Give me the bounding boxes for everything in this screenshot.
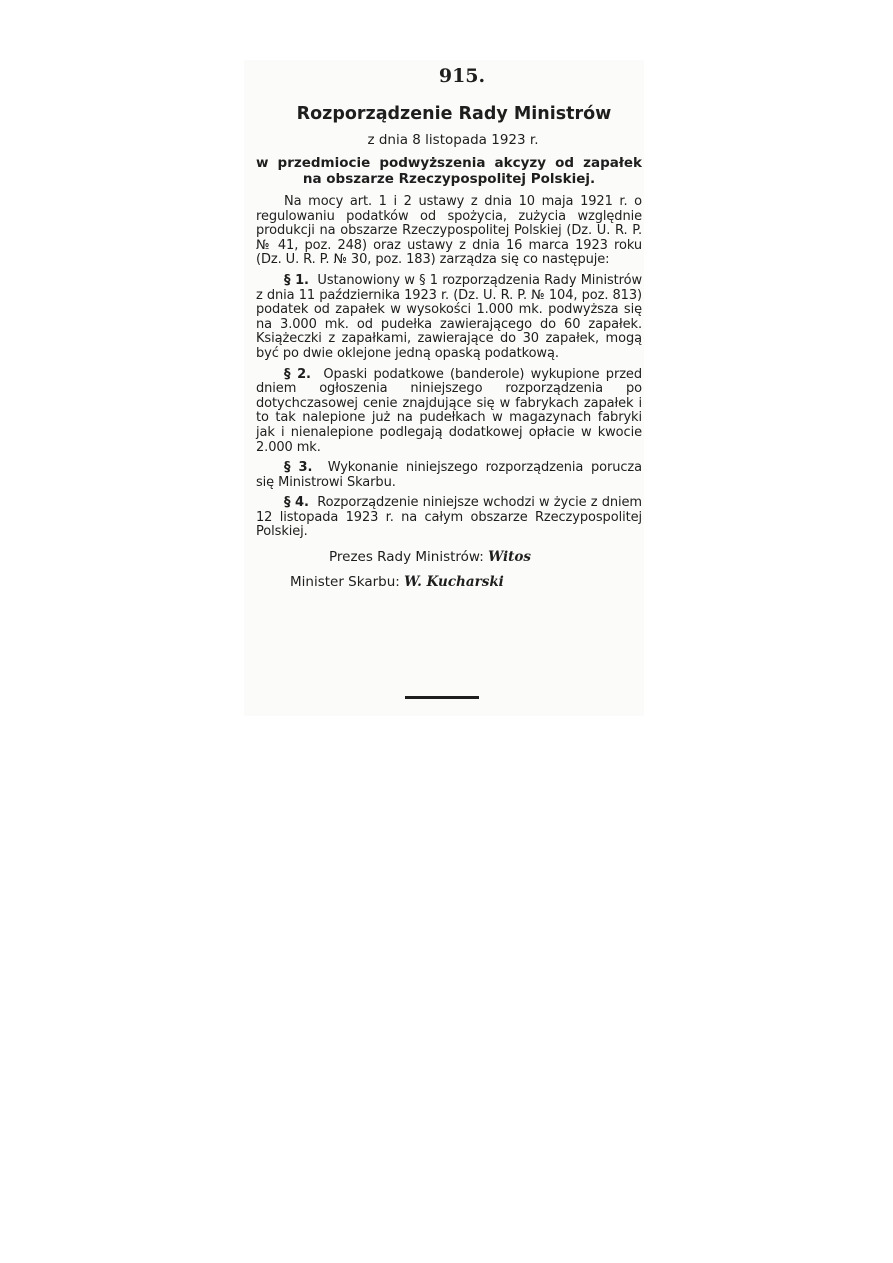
section-1-label: § 1. (284, 272, 309, 288)
preamble: Na mocy art. 1 i 2 ustawy z dnia 10 maja 1921 r. o regulowaniu podatków od spożycia, zużycia względnie produkcji na obszarze Rzeczypospolitej Polskiej (Dz. U. R. P. № 41, poz. 248) oraz ustawy z dnia 16 marca 1923 roku (Dz. U. R. P. № 30, poz. 183) zarządza się co następuje: (256, 194, 642, 268)
section-2-text: Opaski podatkowe (banderole) wykupione przed dniem ogłoszenia niniejszego rozporządzenia po dotychczasowej cenie znajdujące się w fabrykach zapałek i to tak nalepione już na pudełkach w magazynach fabryki jak i nienalepione podlegają dodatkowej opłacie w kwocie 2.000 mk. (256, 366, 642, 455)
closing-rule (405, 696, 479, 699)
signature-treasury-minister-role: Minister Skarbu: (290, 574, 400, 591)
section-4 (256, 496, 642, 540)
signature-prime-minister (256, 548, 642, 566)
section-1 (256, 274, 642, 362)
section-1-text: Ustanowiony w § 1 rozporządzenia Rady Ministrów z dnia 11 października 1923 r. (Dz. U. R. P. № 104, poz. 813) podatek od zapałek w wysokości 1.000 mk. podwyższa się na 3.000 mk. od pudełka zawierającego do 60 zapałek. Książeczki z zapałkami, zawierające do 30 zapałek, mogą być po dwie oklejone jedną opaską podatkową. (256, 272, 642, 361)
section-2 (256, 368, 642, 456)
document-title: Rozporządzenie Rady Ministrów (296, 104, 612, 124)
document-column (256, 64, 642, 591)
section-4-label: § 4. (284, 495, 309, 511)
signature-prime-minister-role: Prezes Rady Ministrów: (329, 549, 484, 566)
document-subject: w przedmiocie podwyższenia akcyzy od zapałek na obszarze Rzeczypospolitej Polskiej. (256, 155, 642, 187)
section-3 (256, 461, 642, 490)
section-3-text: Wykonanie niniejszego rozporządzenia porucza się Ministrowi Skarbu. (256, 460, 642, 490)
signature-treasury-minister (256, 573, 642, 591)
section-2-label: § 2. (284, 366, 311, 382)
signature-prime-minister-name: Witos (488, 549, 531, 566)
signature-treasury-minister-name: W. Kucharski (404, 574, 504, 591)
section-4-text: Rozporządzenie niniejsze wchodzi w życie z dniem 12 listopada 1923 r. na całym obszarze Rzeczypospolitej Polskiej. (256, 495, 642, 540)
document-number: 915. (438, 65, 486, 87)
section-3-label: § 3. (284, 460, 313, 476)
document-date: z dnia 8 listopada 1923 r. (367, 132, 539, 148)
